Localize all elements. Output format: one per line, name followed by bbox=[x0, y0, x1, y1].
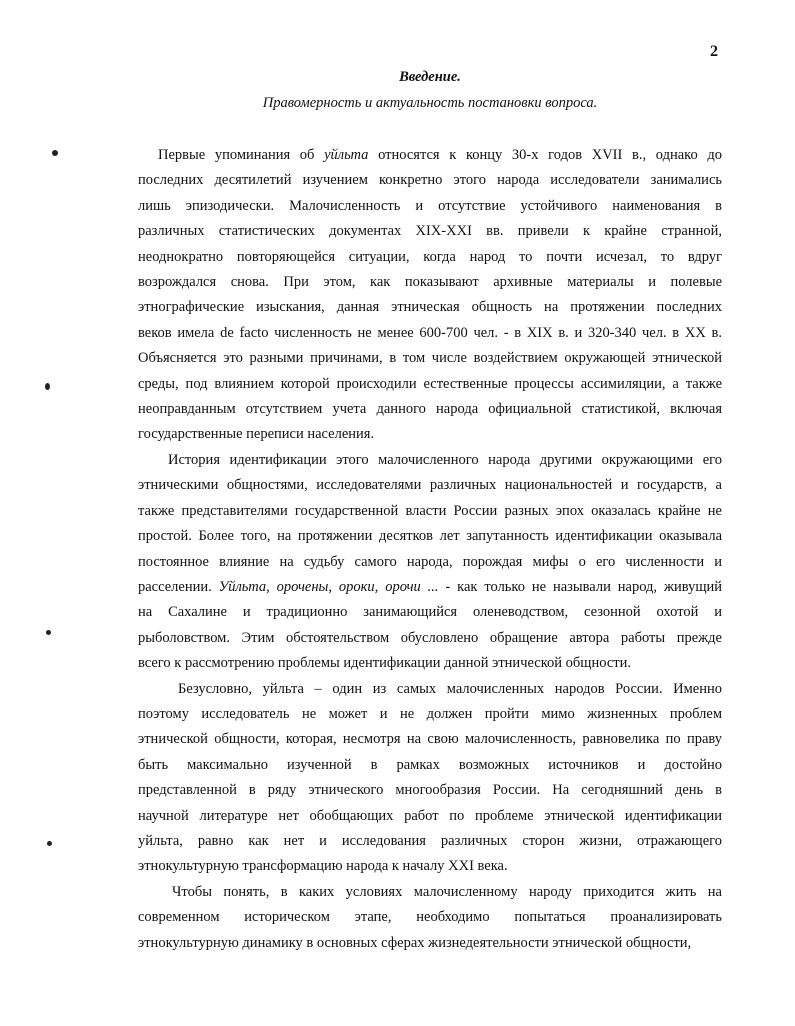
paragraph-line: всего к рассмотрению проблемы идентификации данной этнической общности. bbox=[138, 655, 631, 672]
paragraph bbox=[138, 143, 722, 448]
paragraph-line: этническими общностями, исследователями различных национальностей и государств, а bbox=[138, 477, 722, 494]
paragraph bbox=[138, 677, 722, 880]
paragraph-line: последних десятилетий изучением конкретно этого народа исследователи занимались bbox=[138, 172, 722, 189]
paragraph-line: неоправданным отсутствием учета данного народа официальной статистикой, включая bbox=[138, 401, 722, 418]
margin-mark bbox=[52, 150, 58, 156]
margin-mark bbox=[47, 841, 52, 846]
paragraph-line: Безусловно, уйльта – один из самых малочисленных народов России. Именно bbox=[178, 680, 722, 697]
paragraph-line: возрождался снова. При этом, как показывают архивные материалы и полевые bbox=[138, 274, 722, 291]
paragraph-line: веков имела de facto численность не менее 600-700 чел. - в XIX в. и 320-340 чел. в XX в. bbox=[138, 324, 722, 341]
section-title: Введение. bbox=[399, 69, 461, 85]
paragraph-line: этнографические изыскания, данная этническая общность на протяжении последних bbox=[138, 299, 722, 316]
paragraph-line: среды, под влиянием которой происходили естественные процессы ассимиляции, а также bbox=[138, 375, 722, 392]
paragraph-line: лишь эпизодически. Малочисленность и отсутствие устойчивого наименования в bbox=[138, 197, 722, 214]
paragraph bbox=[138, 880, 722, 956]
paragraph-line: поэтому исследователь не может и не должен пройти мимо жизненных проблем bbox=[138, 705, 722, 722]
section-subtitle: Правомерность и актуальность постановки вопроса. bbox=[262, 95, 598, 111]
paragraph-line: Первые упоминания об уйльта относятся к концу 30-х годов XVII в., однако до bbox=[158, 147, 722, 163]
paragraph-line: также представителями государственной власти России разных эпох оказалась крайне не bbox=[138, 502, 722, 519]
paragraph-line: современном историческом этапе, необходимо попытаться проанализировать bbox=[138, 909, 722, 926]
paragraph-line: уйльта, равно как нет и исследования различных сторон жизни, отражающего bbox=[138, 832, 722, 849]
paragraph-line: различных статистических документах XIX-XXI вв. привели к крайне странной, bbox=[138, 223, 722, 240]
paragraph-line: государственные переписи населения. bbox=[138, 426, 375, 443]
page-number: 2 bbox=[710, 43, 718, 60]
paragraph-line: этнической общности, которая, несмотря на свою малочисленность, равновелика по праву bbox=[138, 731, 722, 748]
paragraph-line: быть максимально изученной в рамках возможных источников и достойно bbox=[138, 756, 722, 773]
paragraph-line: История идентификации этого малочисленного народа другими окружающими его bbox=[168, 451, 722, 468]
paragraph bbox=[138, 448, 722, 677]
body-text bbox=[138, 143, 722, 956]
paragraph-line: этнокультурную динамику в основных сферах жизнедеятельности этнической общности, bbox=[138, 934, 692, 951]
paragraph-line: рыболовством. Этим обстоятельством обусловлено обращение автора работы прежде bbox=[138, 629, 722, 646]
paragraph-line: неоднократно повторяющейся ситуации, когда народ то почти исчезал, то вдруг bbox=[138, 248, 722, 265]
paragraph-line: этнокультурную трансформацию народа к началу XXI века. bbox=[138, 858, 508, 875]
margin-mark bbox=[46, 630, 51, 635]
paragraph-line: простой. Более того, на протяжении десятков лет запутанность идентификации оказывала bbox=[138, 528, 722, 545]
paragraph-line: Чтобы понять, в каких условиях малочисленному народу приходится жить на bbox=[172, 883, 722, 900]
paragraph-line: научной литературе нет обобщающих работ по проблеме этнической идентификации bbox=[138, 807, 722, 824]
paragraph-line: представленной в ряду этнического многообразия России. На сегодняшний день в bbox=[138, 782, 722, 799]
paragraph-line: на Сахалине и традиционно занимающийся оленеводством, сезонной охотой и bbox=[138, 604, 722, 621]
paragraph-line: Объясняется это разными причинами, в том числе воздействием окружающей этнической bbox=[138, 350, 722, 367]
paragraph-line: расселении. Уйльта, орочены, ороки, орочи ... - как только не называли народ, живущий bbox=[138, 578, 723, 595]
paragraph-line: постоянное влияние на судьбу самого народа, порождая мифы о его численности и bbox=[138, 553, 722, 570]
margin-mark bbox=[45, 383, 50, 390]
